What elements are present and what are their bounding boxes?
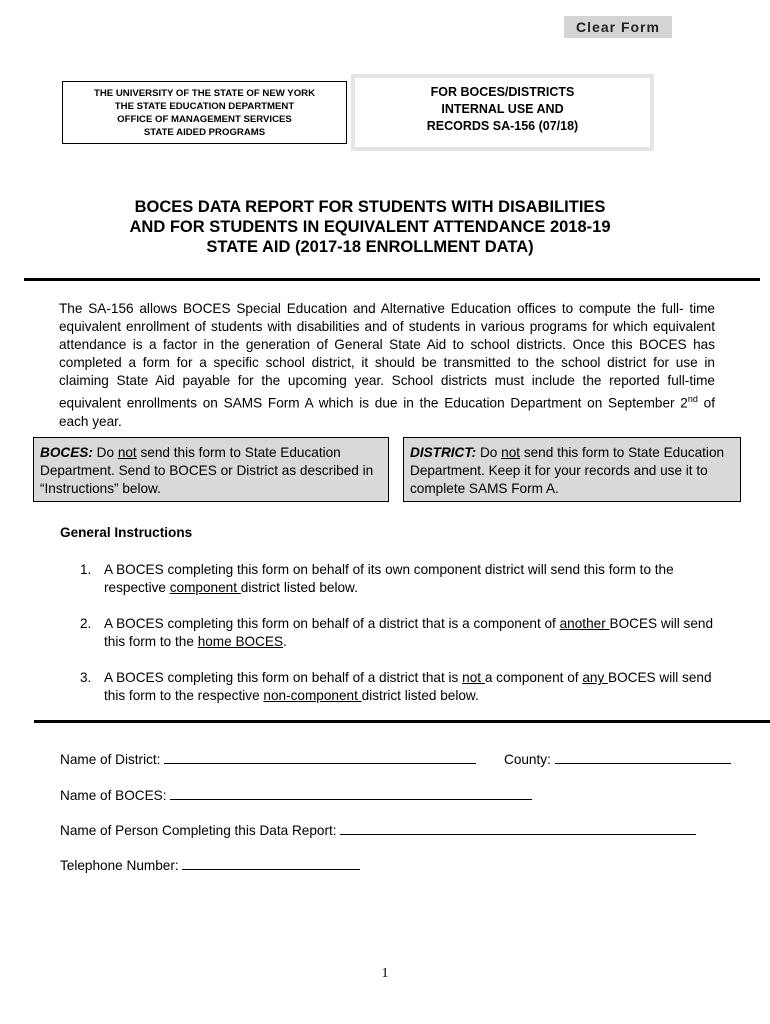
instruction-text bbox=[104, 561, 720, 597]
person-name-label: Name of Person Completing this Data Report: bbox=[60, 823, 337, 838]
instruction-text-part: BOCES will send this form to the bbox=[104, 616, 714, 649]
title-line-3: STATE AID (2017-18 ENROLLMENT DATA) bbox=[206, 238, 534, 256]
person-name-input[interactable] bbox=[340, 822, 696, 835]
telephone-label: Telephone Number: bbox=[60, 858, 179, 873]
boces-note-not: not bbox=[117, 445, 137, 460]
instruction-text-part: district listed below. bbox=[361, 688, 479, 703]
district-name-field bbox=[60, 751, 476, 767]
district-note-pre: Do bbox=[479, 445, 502, 460]
intro-tail: of each year. bbox=[59, 395, 715, 429]
instruction-item bbox=[80, 615, 720, 651]
instruction-text-part: A BOCES completing this form on behalf of a district that is a component of bbox=[104, 616, 560, 631]
district-note-box bbox=[403, 437, 741, 502]
instruction-item bbox=[80, 561, 720, 597]
instruction-item bbox=[80, 669, 720, 705]
district-name-input[interactable] bbox=[164, 751, 476, 764]
district-name-label: Name of District: bbox=[60, 752, 161, 767]
instruction-text-part: a component of bbox=[484, 670, 583, 685]
person-name-field bbox=[60, 822, 696, 838]
district-note-not: not bbox=[501, 445, 521, 460]
instruction-number: 3. bbox=[80, 670, 92, 685]
instruction-underlined: any bbox=[582, 670, 609, 685]
county-field bbox=[504, 751, 731, 767]
intro-paragraph bbox=[59, 300, 715, 431]
agency-line-3: OFFICE OF MANAGEMENT SERVICES bbox=[117, 114, 292, 125]
instruction-underlined: home BOCES bbox=[197, 634, 284, 649]
instruction-text-part: A BOCES completing this form on behalf of a district that is bbox=[104, 670, 463, 685]
instruction-underlined: component bbox=[169, 580, 241, 595]
district-note-text: send this form to State Education Department. Keep it for your records and use it to complete SAMS Form A. bbox=[410, 445, 725, 496]
boces-name-label: Name of BOCES: bbox=[60, 788, 167, 803]
page-title bbox=[40, 197, 700, 257]
title-line-1: BOCES DATA REPORT FOR STUDENTS WITH DISABILITIES bbox=[134, 198, 606, 216]
agency-line-1: THE UNIVERSITY OF THE STATE OF NEW YORK bbox=[93, 88, 316, 99]
telephone-input[interactable] bbox=[182, 857, 360, 870]
boces-name-field bbox=[60, 787, 532, 803]
instruction-text bbox=[104, 615, 720, 651]
instruction-text-part: district listed below. bbox=[240, 580, 358, 595]
boces-note-label: BOCES: bbox=[40, 445, 93, 460]
clear-form-button[interactable]: Clear Form bbox=[564, 16, 672, 38]
boces-name-input[interactable] bbox=[170, 787, 532, 800]
boces-note-box bbox=[33, 437, 389, 502]
county-label: County: bbox=[504, 752, 551, 767]
instruction-text-part: BOCES will send this form to the respective bbox=[104, 670, 712, 703]
instruction-underlined: not bbox=[462, 670, 485, 685]
instruction-number: 2. bbox=[80, 616, 92, 631]
instruction-number: 1. bbox=[80, 562, 92, 577]
county-input[interactable] bbox=[555, 751, 731, 764]
internal-line-1: FOR BOCES/DISTRICTS bbox=[430, 85, 575, 99]
agency-line-4: STATE AIDED PROGRAMS bbox=[143, 127, 266, 138]
instruction-underlined: non-component bbox=[263, 688, 362, 703]
intro-text: The SA-156 allows BOCES Special Education and Alternative Education offices to compute the full- time equivalent enrollment of students with disabilities and of students in various programs for which equivalent attendance is a factor in the generation of General State Aid to school districts. Once this BOCES has completed a form for a specific school district, it should be transmitted to the school district for use in claiming State Aid payable for the upcoming year. School districts must include the reported full-time equivalent enrollments on SAMS Form A which is due in the Education Department on September 2 bbox=[59, 301, 715, 411]
boces-note-pre: Do bbox=[96, 445, 118, 460]
district-note-label: DISTRICT: bbox=[410, 445, 477, 460]
intro-superscript: nd bbox=[687, 394, 698, 404]
fields-divider bbox=[34, 720, 770, 723]
general-instructions-heading: General Instructions bbox=[60, 525, 193, 540]
agency-line-2: THE STATE EDUCATION DEPARTMENT bbox=[114, 101, 295, 112]
instruction-text bbox=[104, 669, 720, 705]
internal-use-box bbox=[351, 74, 654, 151]
agency-header-box bbox=[62, 81, 347, 144]
internal-line-2: INTERNAL USE AND bbox=[441, 102, 564, 116]
telephone-field bbox=[60, 857, 360, 873]
instruction-underlined: another bbox=[559, 616, 610, 631]
title-line-2: AND FOR STUDENTS IN EQUIVALENT ATTENDANCE 2018-19 bbox=[129, 218, 611, 236]
page-number: 1 bbox=[381, 966, 389, 981]
instruction-text-part: A BOCES completing this form on behalf of its own component district will send this form to the respective bbox=[104, 562, 674, 595]
instruction-text-part: . bbox=[283, 634, 287, 649]
internal-line-3: RECORDS SA-156 (07/18) bbox=[426, 119, 579, 133]
boces-note-text: send this form to State Education Department. Send to BOCES or District as described in “Instructions” below. bbox=[40, 445, 374, 496]
title-divider bbox=[24, 278, 760, 281]
